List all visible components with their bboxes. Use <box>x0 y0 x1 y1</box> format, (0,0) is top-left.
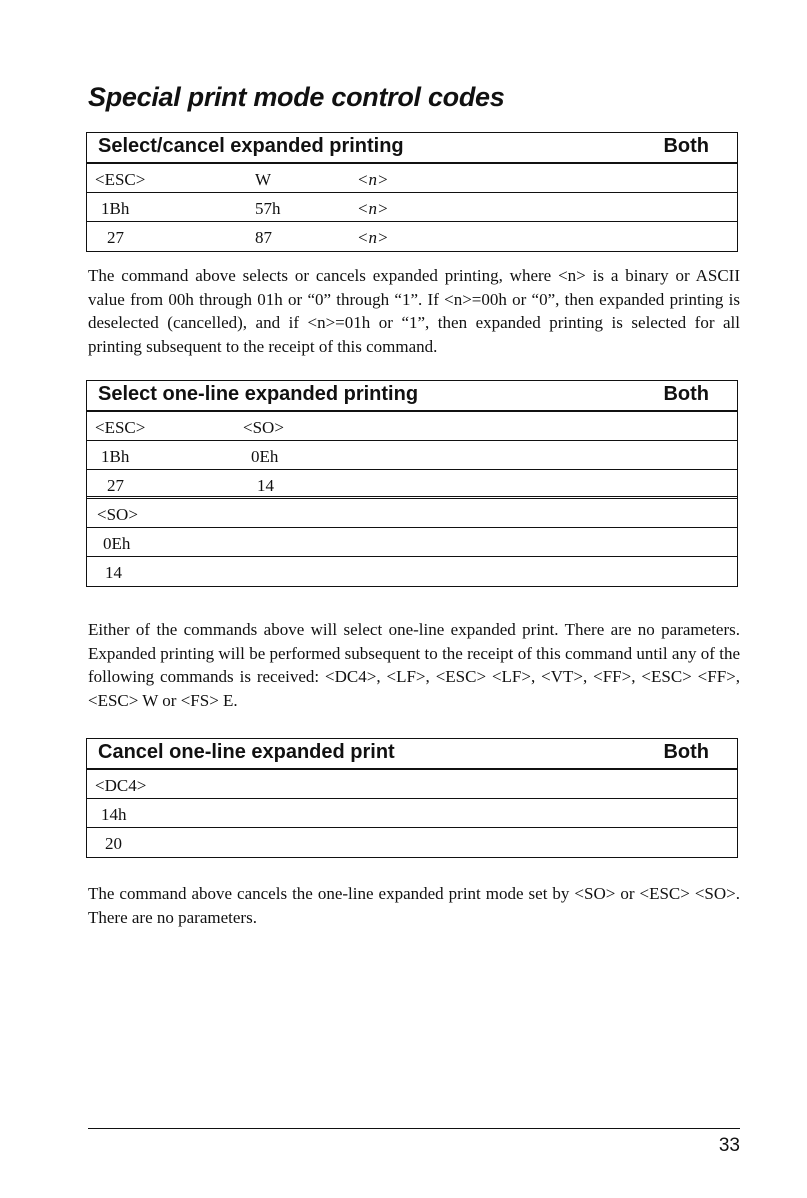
code-cell: 27 <box>107 228 124 247</box>
table-row <box>87 470 737 499</box>
code-cell: W <box>255 170 272 189</box>
code-cell: 1Bh <box>101 199 130 218</box>
table-row <box>87 193 737 222</box>
code-cell: <ESC> <box>95 170 146 189</box>
description-one-line: Either of the commands above will select one-line expanded print. There are no parameters. Expanded printing will be performed subsequent to the receipt of this command until any of the following commands is received: <DC4>, <LF>, <ESC> <LF>, <VT>, <FF>, <ESC> <FF>, <ESC> W or <FS> E. <box>88 620 740 710</box>
section-title: Select one-line expanded printing <box>98 383 419 405</box>
code-cell: <SO> <box>243 418 284 437</box>
mode-label: Both <box>663 135 709 157</box>
table-row <box>87 528 737 557</box>
code-cell: 0Eh <box>251 447 279 466</box>
code-cell: 0Eh <box>103 534 131 553</box>
page-title: Special print mode control codes <box>88 82 505 112</box>
code-cell: 14h <box>101 805 127 824</box>
code-cell: 20 <box>105 834 122 853</box>
code-cell: 27 <box>107 476 124 495</box>
code-cell: 57h <box>255 199 281 218</box>
mode-label: Both <box>663 383 709 405</box>
page-number: 33 <box>718 1135 740 1156</box>
section-title: Cancel one-line expanded print <box>98 741 395 763</box>
table-header <box>87 739 737 770</box>
table-row <box>87 828 737 857</box>
table-header <box>87 381 737 412</box>
table-header <box>87 133 737 164</box>
table-row <box>87 441 737 470</box>
table-row <box>87 770 737 799</box>
footer-rule <box>88 1128 740 1129</box>
command-table-cancel <box>86 738 738 858</box>
code-cell: <ESC> <box>95 418 146 437</box>
table-row <box>87 799 737 828</box>
table-row <box>87 412 737 441</box>
param-cell: <n> <box>357 228 389 247</box>
command-table-one-line <box>86 380 738 587</box>
code-cell: 14 <box>257 476 274 495</box>
section-title: Select/cancel expanded printing <box>98 135 404 157</box>
table-row <box>87 557 737 586</box>
param-cell: <n> <box>357 170 389 189</box>
param-cell: <n> <box>357 199 389 218</box>
code-cell: <DC4> <box>95 776 147 795</box>
code-cell: 1Bh <box>101 447 130 466</box>
table-row <box>87 164 737 193</box>
code-cell: 87 <box>255 228 272 247</box>
command-table-expanded <box>86 132 738 252</box>
code-cell: <SO> <box>97 505 138 524</box>
mode-label: Both <box>663 741 709 763</box>
table-row <box>87 499 737 528</box>
description-cancel: The command above cancels the one-line expanded print mode set by <SO> or <ESC> <SO>. There are no parameters. <box>88 884 740 927</box>
table-row <box>87 222 737 251</box>
code-cell: 14 <box>105 563 122 582</box>
description-expanded: The command above selects or cancels expanded printing, where <n> is a binary or ASCII value from 00h through 01h or “0” through “1”. If <n>=00h or “0”, then expanded printing is deselected (cancelled), and if <n>=01h or “1”, then expanded printing is selected for all printing subsequent to the receipt of this command. <box>88 266 740 356</box>
